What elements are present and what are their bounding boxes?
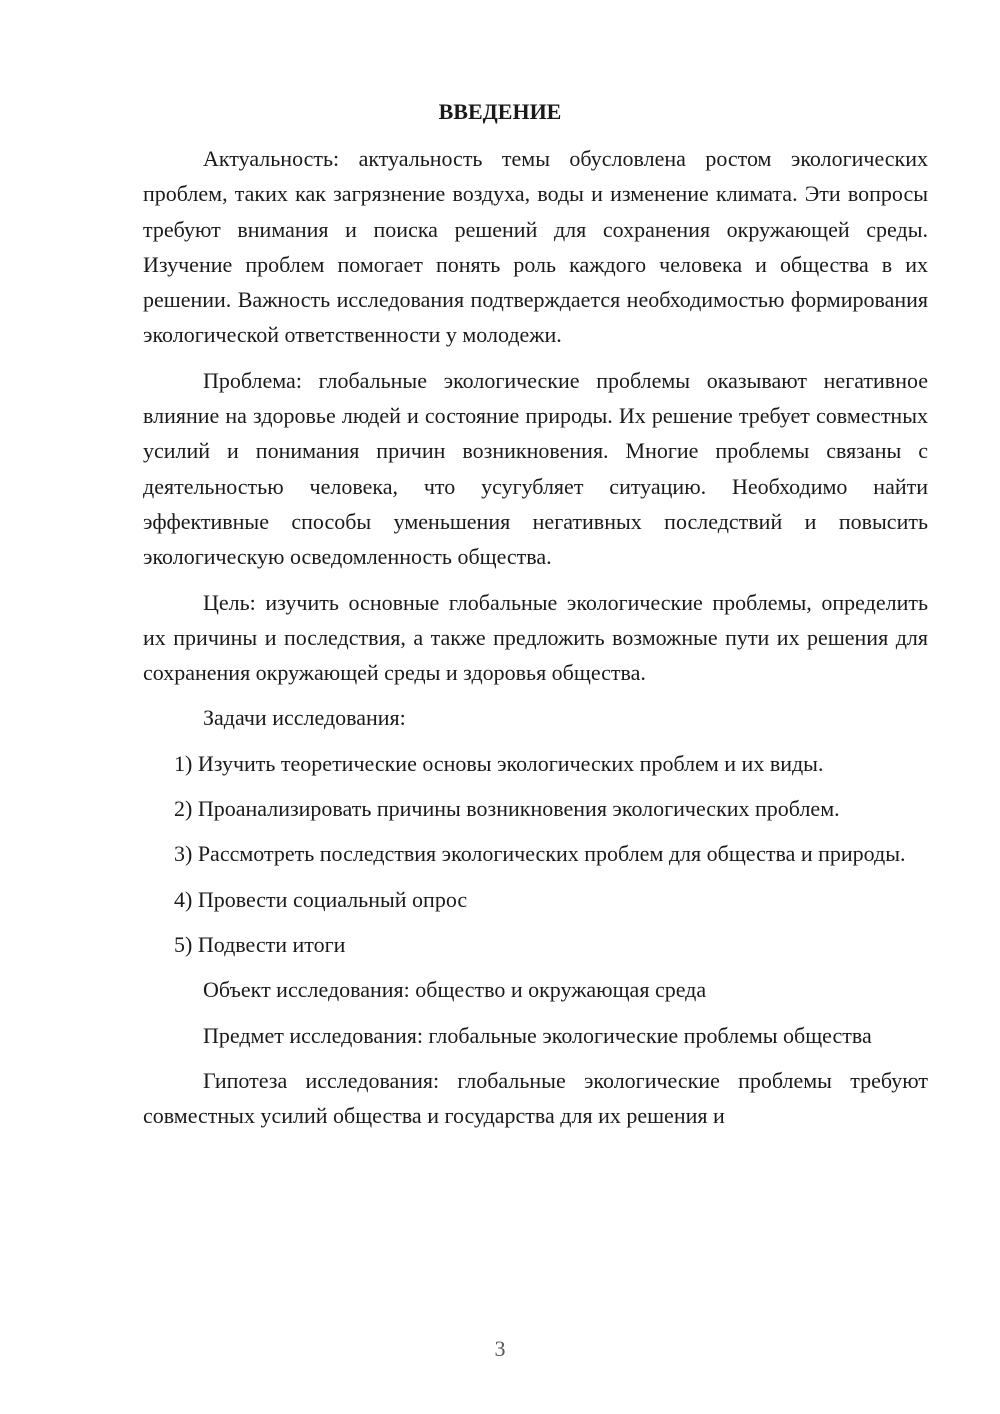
task-item-2: 2) Проанализировать причины возникновения экологических проблем.	[174, 796, 840, 822]
page-number: 3	[494, 1336, 506, 1361]
paragraph-hypothesis: Гипотеза исследования: глобальные экологические проблемы требуют совместных усилий общества и государства для их решения и	[143, 1067, 928, 1129]
task-item-5: 5) Подвести итоги	[174, 931, 346, 957]
paragraph-relevance: Актуальность: актуальность темы обусловлена ростом экологических проблем, таких как загрязнение воздуха, воды и изменение климата. Эти вопросы требуют внимания и поиска решений для сохранения окружающей среды. Изучение проблем помогает понять роль каждого человека и общества в их решении. Важность исследования подтверждается необходимостью формирования экологической ответственности у молодежи.	[143, 146, 928, 348]
task-item-4: 4) Провести социальный опрос	[174, 886, 468, 912]
document-body	[143, 141, 928, 1133]
task-item-1: 1) Изучить теоретические основы экологических проблем и их виды.	[174, 750, 824, 776]
paragraph-subject: Предмет исследования: глобальные экологические проблемы общества	[203, 1022, 872, 1048]
tasks-heading: Задачи исследования:	[203, 705, 406, 731]
paragraph-goal: Цель: изучить основные глобальные экологические проблемы, определить их причины и последствия, а также предложить возможные пути их решения для сохранения окружающей среды и здоровья общества.	[143, 589, 928, 686]
paragraph-problem: Проблема: глобальные экологические проблемы оказывают негативное влияние на здоровье людей и состояние природы. Их решение требует совместных усилий и понимания причин возникновения. Многие проблемы связаны с деятельностью человека, что усугубляет ситуацию. Необходимо найти эффективные способы уменьшения негативных последствий и повысить экологическую осведомленность общества.	[143, 367, 928, 570]
section-title: ВВЕДЕНИЕ	[438, 99, 562, 124]
task-item-3: 3) Рассмотреть последствия экологических проблем для общества и природы.	[174, 841, 906, 867]
paragraph-object: Объект исследования: общество и окружающая среда	[203, 977, 707, 1003]
